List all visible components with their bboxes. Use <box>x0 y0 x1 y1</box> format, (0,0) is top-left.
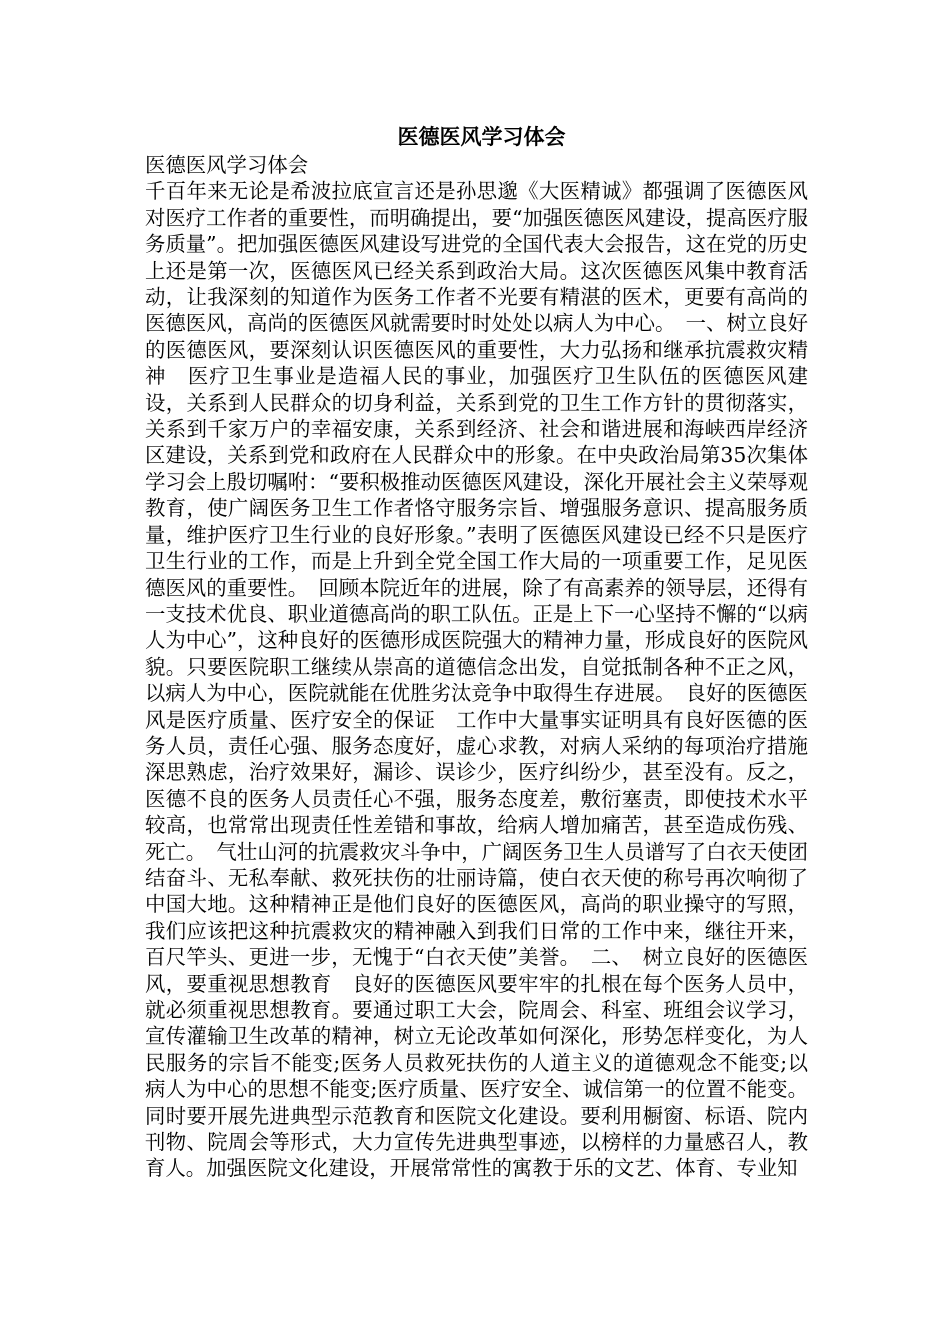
document-body: 千百年来无论是希波拉底宣言还是孙思邈《大医精诚》都强调了医德医风对医疗工作者的重要性，而明确提出，要“加强医德医风建设，提高医疗服务质量”。把加强医德医风建设写进党的全国代表大会报告，这在党的历史上还是第一次，医德医风已经关系到政治大局。这次医德医风集中教育活动，让我深刻的知道作为医务工作者不光要有精湛的医术，更要有高尚的医德医风，高尚的医德医风就需要时时处处以病人为中心。 一、树立良好的医德医风，要深刻认识医德医风的重要性，大力弘扬和继承抗震救灾精神 医疗卫生事业是造福人民的事业，加强医疗卫生队伍的医德医风建设，关系到人民群众的切身利益，关系到党的卫生工作方针的贯彻落实，关系到千家万户的幸福安康，关系到经济、社会和谐进展和海峡西岸经济区建设，关系到党和政府在人民群众中的形象。在中央政治局第35次集体学习会上殷切嘱咐：“要积极推动医德医风建设，深化开展社会主义荣辱观教育，使广阔医务卫生工作者恪守服务宗旨、增强服务意识、提高服务质量，维护医疗卫生行业的良好形象。”表明了医德医风建设已经不只是医疗卫生行业的工作，而是上升到全党全国工作大局的一项重要工作，足见医德医风的重要性。 回顾本院近年的进展，除了有高素养的领导层，还得有一支技术优良、职业道德高尚的职工队伍。正是上下一心坚持不懈的“以病人为中心”，这种良好的医德形成医院强大的精神力量，形成良好的医院风貌。只要医院职工继续从崇高的道德信念出发，自觉抵制各种不正之风，以病人为中心，医院就能在优胜劣汰竞争中取得生存进展。 良好的医德医风是医疗质量、医疗安全的保证 工作中大量事实证明具有良好医德的医务人员，责任心强、服务态度好，虚心求教，对病人采纳的每项治疗措施深思熟虑，治疗效果好，漏诊、误诊少，医疗纠纷少，甚至没有。反之，医德不良的医务人员责任心不强，服务态度差，敷衍塞责，即使技术水平较高，也常常出现责任性差错和事故，给病人增加痛苦，甚至造成伤残、死亡。 气壮山河的抗震救灾斗争中，广阔医务卫生人员谱写了白衣天使团结奋斗、无私奉献、救死扶伤的壮丽诗篇，使白衣天使的称号再次响彻了中国大地。这种精神正是他们良好的医德医风，高尚的职业操守的写照，我们应该把这种抗震救灾的精神融入到我们日常的工作中来，继往开来，百尺竿头、更进一步，无愧于“白衣天使”美誉。 二、 树立良好的医德医风，要重视思想教育 良好的医德医风要牢牢的扎根在每个医务人员中，就必须重视思想教育。要通过职工大会，院周会、科室、班组会议学习，宣传灌输卫生改革的精神，树立无论改革如何深化，形势怎样变化，为人民服务的宗旨不能变;医务人员救死扶伤的人道主义的道德观念不能变;以病人为中心的思想不能变;医疗质量、医疗安全、诚信第一的位置不能变。同时要开展先进典型示范教育和医院文化建设。要利用橱窗、标语、院内刊物、院周会等形式，大力宣传先进典型事迹，以榜样的力量感召人，教育人。加强医院文化建设，开展常常性的寓教于乐的文艺、体育、专业知 <box>145 179 808 1181</box>
document-title: 医德医风学习体会 <box>397 124 566 149</box>
document-subtitle: 医德医风学习体会 <box>145 153 309 177</box>
document-page <box>145 122 808 1182</box>
